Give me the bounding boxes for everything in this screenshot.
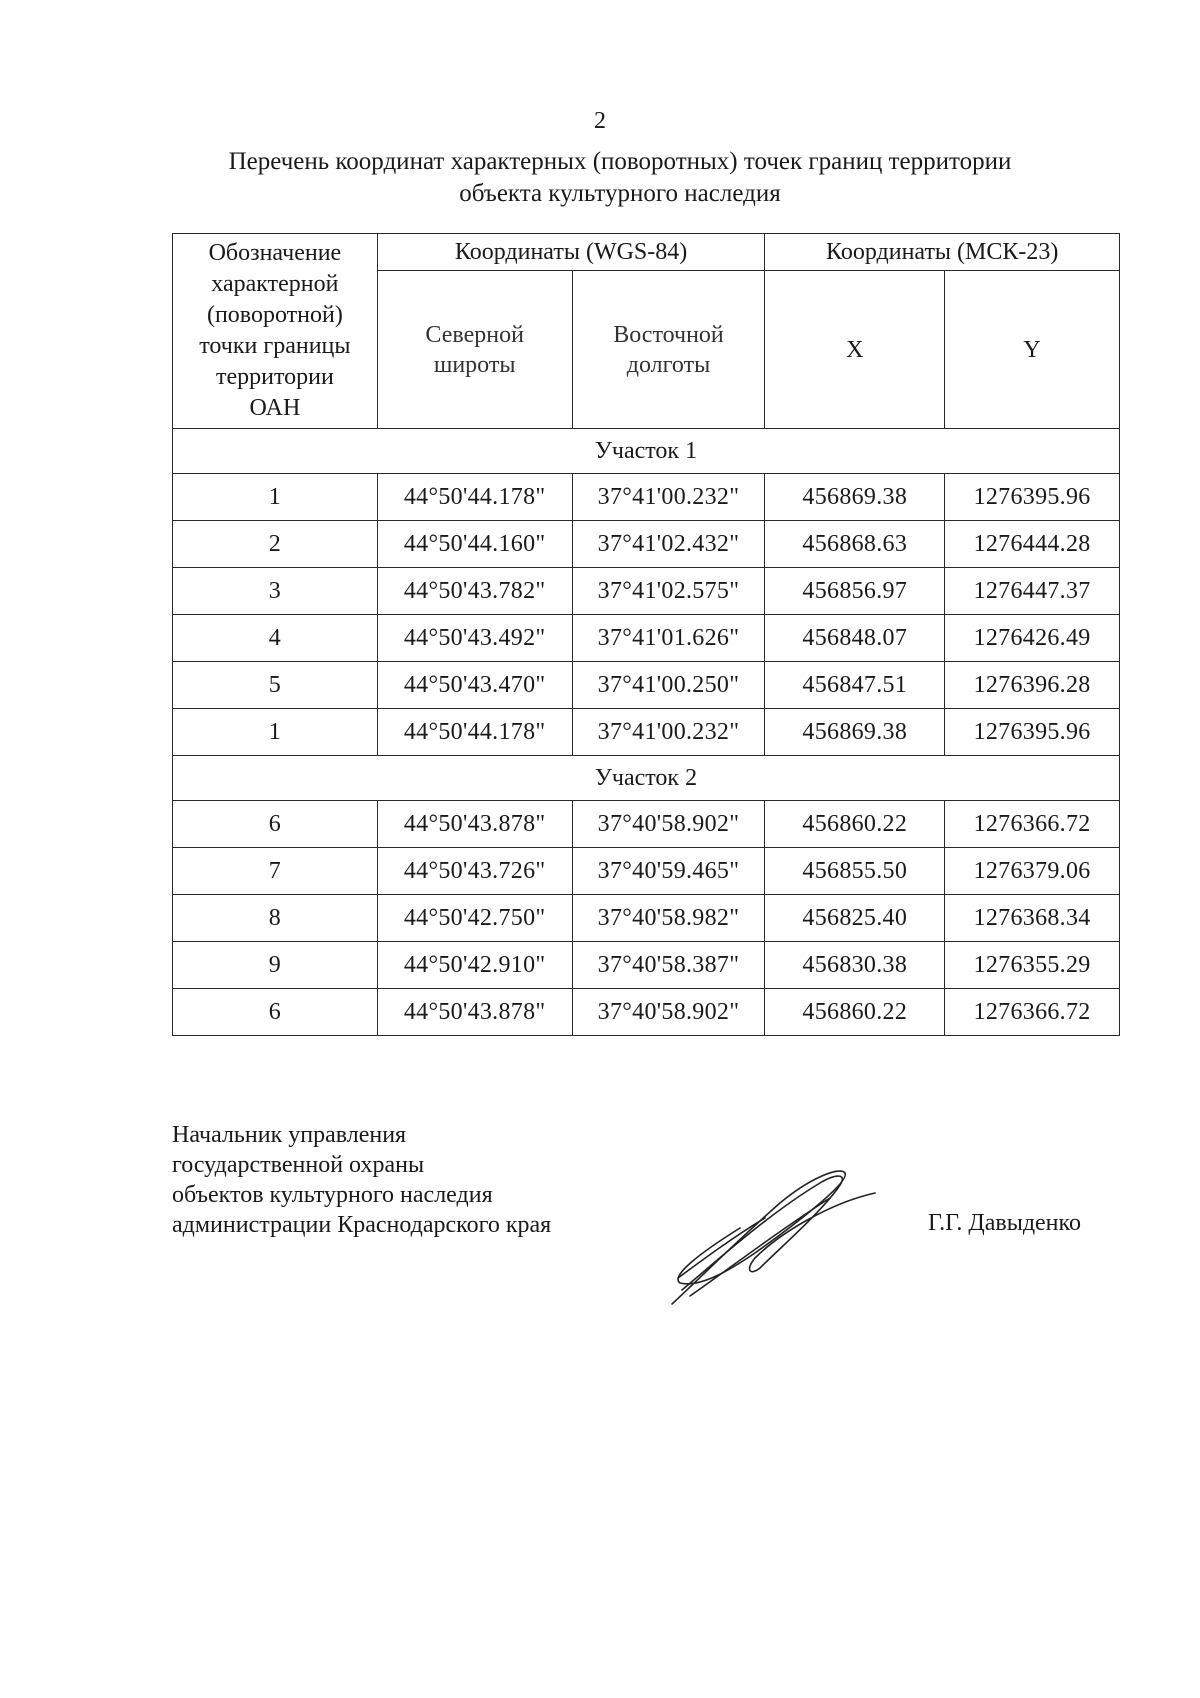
header-msk23-group: Координаты (МСК-23) xyxy=(765,234,1120,271)
header-y: Y xyxy=(945,271,1120,429)
signer-position-line: объектов культурного наследия xyxy=(172,1182,493,1208)
cell-latitude: 44°50'42.910" xyxy=(377,942,572,989)
cell-x: 456868.63 xyxy=(765,521,945,568)
header-east-longitude-line: долготы xyxy=(626,351,711,378)
cell-y: 1276444.28 xyxy=(945,521,1120,568)
cell-y: 1276366.72 xyxy=(945,989,1120,1036)
handwritten-signature xyxy=(660,1158,900,1308)
header-designation-line: Обозначение xyxy=(208,240,342,266)
cell-y: 1276395.96 xyxy=(945,709,1120,756)
cell-y: 1276355.29 xyxy=(945,942,1120,989)
table-row xyxy=(173,662,1120,709)
page-number: 2 xyxy=(594,108,606,134)
title-line-1: Перечень координат характерных (поворотных) точек границ территории xyxy=(228,148,1012,175)
table-row xyxy=(173,568,1120,615)
cell-point: 5 xyxy=(173,662,378,709)
cell-x: 456848.07 xyxy=(765,615,945,662)
header-east-longitude xyxy=(572,271,765,429)
cell-longitude: 37°40'59.465" xyxy=(572,848,765,895)
cell-y: 1276368.34 xyxy=(945,895,1120,942)
cell-point: 1 xyxy=(173,709,378,756)
cell-point: 2 xyxy=(173,521,378,568)
cell-x: 456830.38 xyxy=(765,942,945,989)
header-north-latitude-line: широты xyxy=(433,351,516,378)
title-line-2: объекта культурного наследия xyxy=(459,180,781,207)
table-row xyxy=(173,615,1120,662)
table-header-row-1 xyxy=(173,234,1120,271)
table-row xyxy=(173,474,1120,521)
cell-x: 456825.40 xyxy=(765,895,945,942)
cell-y: 1276426.49 xyxy=(945,615,1120,662)
coordinates-table xyxy=(172,233,1120,1036)
cell-longitude: 37°40'58.387" xyxy=(572,942,765,989)
cell-x: 456869.38 xyxy=(765,474,945,521)
header-designation-line: ОАН xyxy=(249,395,301,421)
table-row xyxy=(173,989,1120,1036)
cell-y: 1276447.37 xyxy=(945,568,1120,615)
cell-point: 6 xyxy=(173,989,378,1036)
signer-position xyxy=(172,1120,551,1240)
cell-point: 9 xyxy=(173,942,378,989)
cell-point: 6 xyxy=(173,801,378,848)
cell-longitude: 37°40'58.982" xyxy=(572,895,765,942)
section-row xyxy=(173,756,1120,801)
signer-position-line: Начальник управления xyxy=(172,1122,407,1148)
table-row xyxy=(173,521,1120,568)
header-north-latitude-line: Северной xyxy=(425,321,524,348)
signer-position-line: администрации Краснодарского края xyxy=(172,1212,552,1238)
cell-longitude: 37°41'00.232" xyxy=(572,474,765,521)
cell-point: 3 xyxy=(173,568,378,615)
cell-longitude: 37°41'00.232" xyxy=(572,709,765,756)
cell-y: 1276366.72 xyxy=(945,801,1120,848)
table-row xyxy=(173,848,1120,895)
table-row xyxy=(173,801,1120,848)
header-designation-line: территории xyxy=(215,364,334,390)
document-title xyxy=(150,146,1090,210)
header-designation-line: точки границы xyxy=(199,333,351,359)
cell-latitude: 44°50'43.878" xyxy=(377,989,572,1036)
header-east-longitude-line: Восточной xyxy=(613,321,724,348)
cell-x: 456860.22 xyxy=(765,989,945,1036)
header-designation-line: характерной xyxy=(211,271,339,297)
cell-x: 456855.50 xyxy=(765,848,945,895)
cell-latitude: 44°50'43.782" xyxy=(377,568,572,615)
header-north-latitude xyxy=(377,271,572,429)
header-designation-line: (поворотной) xyxy=(206,302,343,328)
cell-y: 1276396.28 xyxy=(945,662,1120,709)
section-row xyxy=(173,429,1120,474)
cell-latitude: 44°50'42.750" xyxy=(377,895,572,942)
cell-point: 1 xyxy=(173,474,378,521)
cell-x: 456869.38 xyxy=(765,709,945,756)
cell-latitude: 44°50'44.178" xyxy=(377,474,572,521)
signer-position-line: государственной охраны xyxy=(172,1152,425,1178)
cell-x: 456847.51 xyxy=(765,662,945,709)
cell-longitude: 37°41'02.575" xyxy=(572,568,765,615)
header-wgs84-group: Координаты (WGS-84) xyxy=(377,234,765,271)
cell-latitude: 44°50'44.178" xyxy=(377,709,572,756)
cell-longitude: 37°40'58.902" xyxy=(572,801,765,848)
cell-latitude: 44°50'43.492" xyxy=(377,615,572,662)
cell-latitude: 44°50'43.470" xyxy=(377,662,572,709)
cell-x: 456860.22 xyxy=(765,801,945,848)
section-title: Участок 2 xyxy=(173,756,1120,801)
cell-longitude: 37°41'01.626" xyxy=(572,615,765,662)
cell-y: 1276395.96 xyxy=(945,474,1120,521)
header-x: X xyxy=(765,271,945,429)
cell-latitude: 44°50'44.160" xyxy=(377,521,572,568)
signer-name: Г.Г. Давыденко xyxy=(928,1210,1081,1236)
table-row xyxy=(173,895,1120,942)
cell-latitude: 44°50'43.726" xyxy=(377,848,572,895)
cell-longitude: 37°41'02.432" xyxy=(572,521,765,568)
cell-latitude: 44°50'43.878" xyxy=(377,801,572,848)
table-row xyxy=(173,709,1120,756)
section-title: Участок 1 xyxy=(173,429,1120,474)
table-row xyxy=(173,942,1120,989)
cell-y: 1276379.06 xyxy=(945,848,1120,895)
header-designation xyxy=(173,234,378,429)
cell-point: 4 xyxy=(173,615,378,662)
cell-x: 456856.97 xyxy=(765,568,945,615)
cell-point: 8 xyxy=(173,895,378,942)
cell-point: 7 xyxy=(173,848,378,895)
cell-longitude: 37°40'58.902" xyxy=(572,989,765,1036)
cell-longitude: 37°41'00.250" xyxy=(572,662,765,709)
